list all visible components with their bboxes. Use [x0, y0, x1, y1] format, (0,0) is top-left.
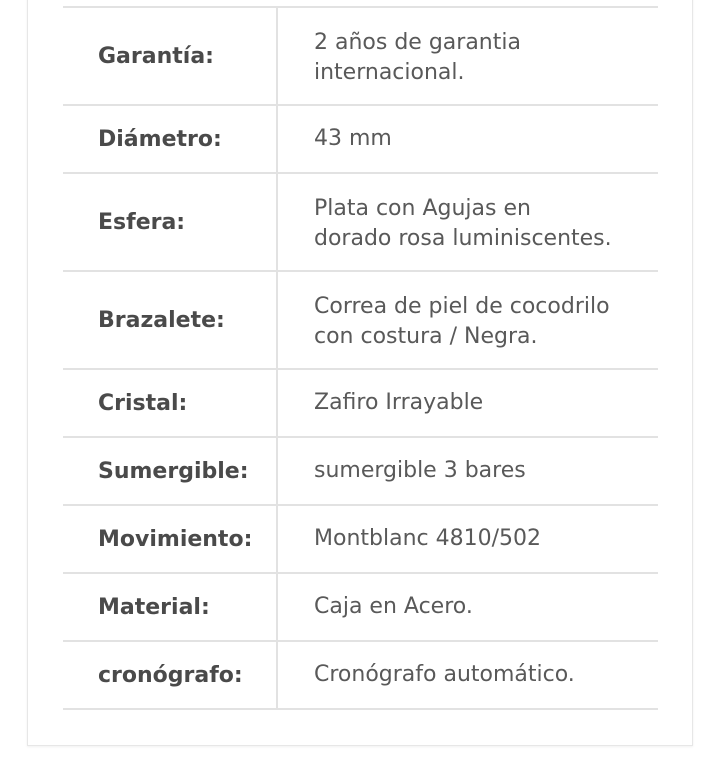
spec-value: Montblanc 4810/502 — [314, 526, 541, 551]
spec-label: Material: — [63, 574, 278, 640]
spec-value — [278, 272, 658, 368]
spec-row-material — [63, 574, 658, 642]
spec-label: Cristal: — [63, 370, 278, 436]
spec-label: Movimiento: — [63, 506, 278, 572]
spec-value: Caja en Acero. — [314, 594, 473, 619]
spec-row-garantia — [63, 8, 658, 106]
spec-value: Cronógrafo automático. — [314, 662, 575, 687]
spec-row-cristal — [63, 370, 658, 438]
spec-label: Brazalete: — [63, 272, 278, 368]
spec-row-diametro — [63, 106, 658, 174]
spec-value-text: Correa de piel de cocodrilo con costura / Negra. — [314, 294, 610, 349]
spec-value: 43 mm — [314, 126, 392, 151]
spec-label: cronógrafo: — [63, 642, 278, 708]
spec-row-sumergible — [63, 438, 658, 506]
spec-value-text: 2 años de garantia internacional. — [314, 30, 521, 85]
spec-label: Garantía: — [63, 8, 278, 104]
spec-row-movimiento — [63, 506, 658, 574]
spec-label: Sumergible: — [63, 438, 278, 504]
spec-row-esfera — [63, 174, 658, 272]
spec-row-cronografo — [63, 642, 658, 710]
spec-value: sumergible 3 bares — [314, 458, 526, 483]
spec-label: Esfera: — [63, 174, 278, 270]
spec-value — [278, 8, 658, 104]
spec-value: Zafiro Irrayable — [314, 390, 484, 415]
spec-label: Diámetro: — [63, 106, 278, 172]
spec-value-text: Plata con Agujas en dorado rosa luminiscentes. — [314, 196, 612, 251]
specifications-table — [63, 6, 658, 710]
spec-row-brazalete — [63, 272, 658, 370]
spec-value — [278, 174, 658, 270]
